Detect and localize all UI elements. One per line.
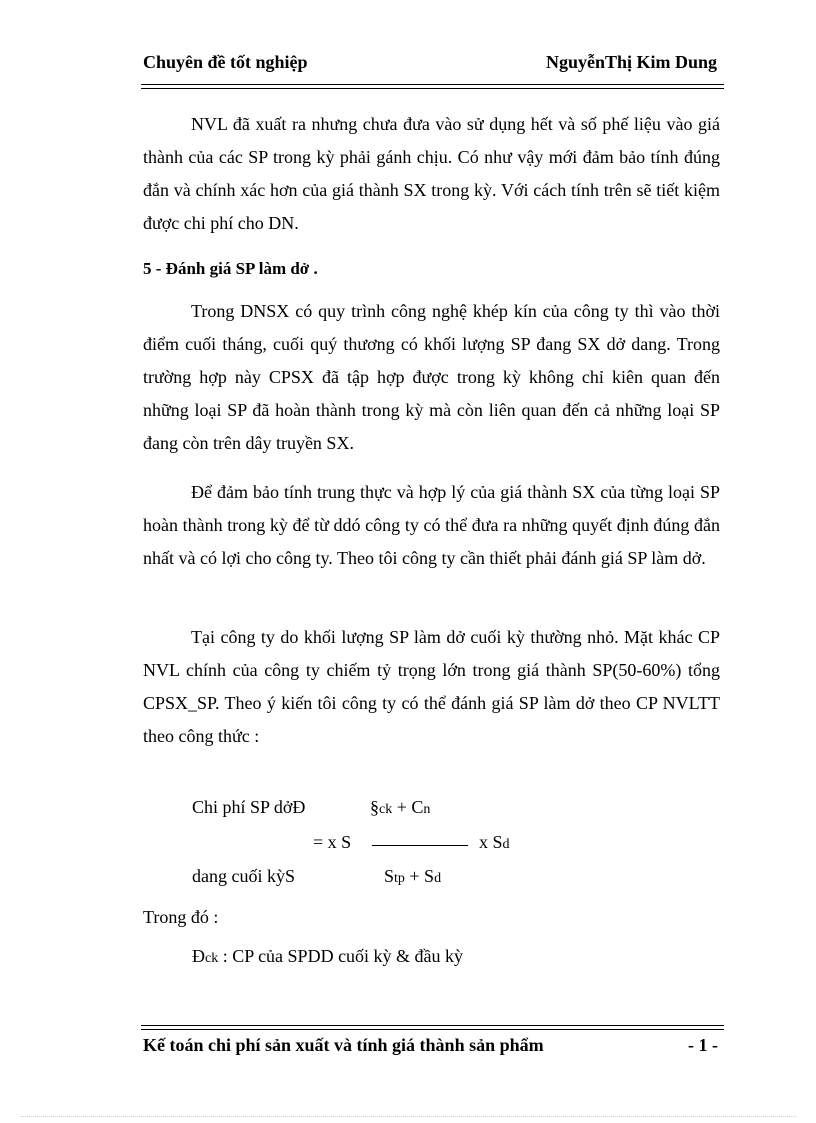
numerator-sub-n: n — [423, 802, 431, 817]
footer-title: Kế toán chi phí sản xuất và tính giá thành sản phẩm — [143, 1035, 544, 1055]
fraction-line — [372, 845, 468, 846]
paragraph-3: Để đảm bảo tính trung thực và hợp lý của giá thành SX của từng loại SP hoàn thành trong kỳ để từ ddó công ty có thể đưa ra những quyết định đúng đắn nhất và có lợi cho công ty. Theo tôi công ty cần thiết phải đánh giá SP làm dở. — [143, 482, 720, 568]
header-author: NguyễnThị Kim Dung — [545, 52, 717, 72]
page-number: - 1 - — [688, 1035, 718, 1055]
formula-times — [479, 832, 510, 855]
where-item — [192, 946, 463, 969]
where-item-sub: ck — [205, 951, 219, 966]
denominator-symbol: S — [384, 866, 395, 886]
denominator-sub-tp: tp — [394, 871, 405, 886]
numerator-sub-ck: ck — [379, 802, 393, 817]
paragraph-1: NVL đã xuất ra nhưng chưa đưa vào sử dụng hết và số phế liệu vào giá thành của các SP trong kỳ phải gánh chịu. Có như vậy mới đảm bảo tính đúng đắn và chính xác hơn của giá thành SX trong kỳ. Với cách tính trên sẽ tiết kiệm được chi phí cho DN. — [143, 114, 720, 233]
paragraph-2: Trong DNSX có quy trình công nghệ khép kín của công ty thì vào thời điểm cuối tháng, cuối quý thương có khối lượng SP đang SX dở dang. Trong trường hợp này CPSX đã tập hợp được trong kỳ không chỉ kiên quan đến những loại SP đã hoàn thành trong kỳ mà còn liên quan đến cả những loại SP đang còn trên dây truyền SX. — [143, 301, 720, 453]
times-symbol: x S — [479, 832, 503, 852]
numerator-plus: + C — [392, 797, 424, 817]
section-heading: 5 - Đánh giá SP làm dở . — [143, 259, 318, 278]
formula-equals: = x S — [313, 832, 352, 852]
formula-left-bottom: dang cuối kỳS — [192, 866, 295, 886]
denominator-plus: + S — [404, 866, 435, 886]
header-title: Chuyên đề tốt nghiệp — [143, 52, 308, 72]
numerator-symbol: § — [370, 797, 379, 817]
where-item-text: : CP của SPDD cuối kỳ & đầu kỳ — [218, 946, 464, 966]
where-label: Trong đó : — [143, 907, 219, 927]
formula-denominator — [384, 866, 441, 889]
paragraph-4: Tại công ty do khối lượng SP làm dở cuối kỳ thường nhỏ. Mặt khác CP NVL chính của công ty chiếm tỷ trọng lớn trong giá thành SP(50-60%) tổng CPSX_SP. Theo ý kiến tôi công ty có thể đánh giá SP làm dở theo CP NVLTT theo công thức : — [143, 627, 720, 746]
page-edge-dotted-line — [20, 1116, 796, 1117]
page-header — [143, 52, 717, 78]
footer-rule — [141, 1025, 724, 1030]
formula-left-top: Chi phí SP dởĐ — [192, 797, 306, 817]
where-item-symbol: Đ — [192, 946, 205, 966]
times-sub: d — [502, 837, 510, 852]
denominator-sub-d: d — [434, 871, 442, 886]
header-rule — [141, 84, 724, 89]
formula-numerator — [370, 797, 430, 820]
